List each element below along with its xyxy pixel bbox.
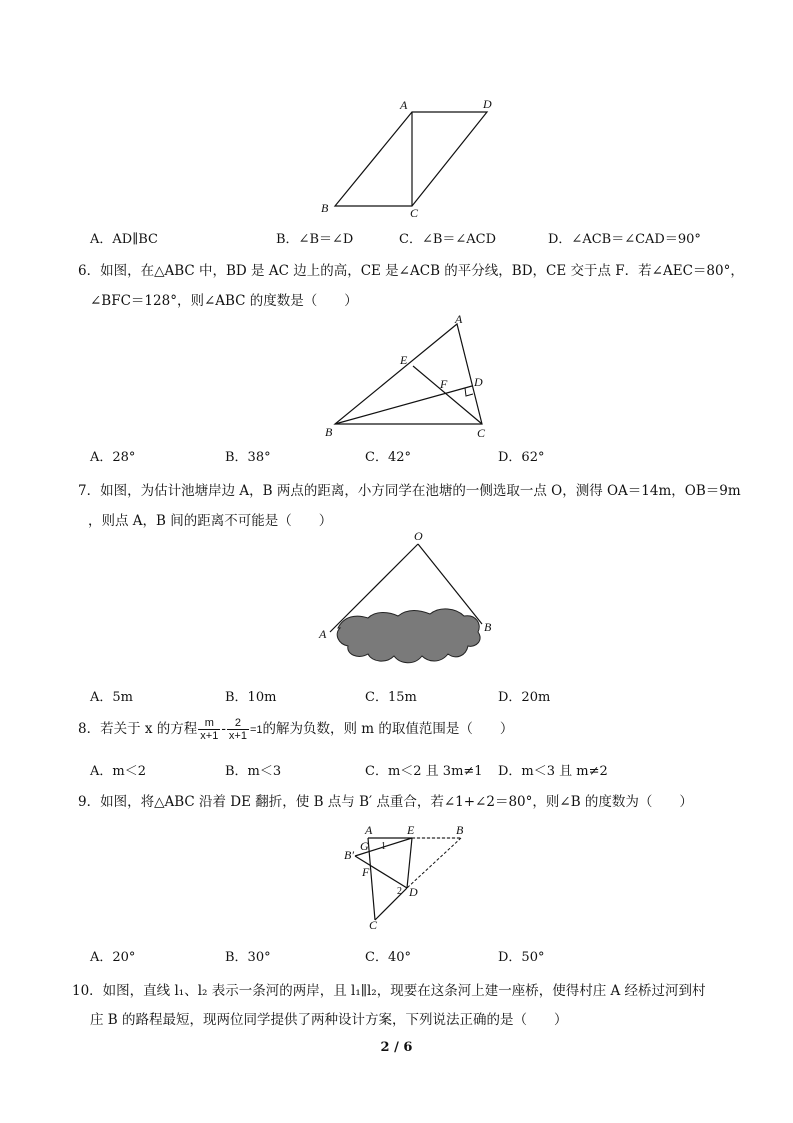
q6-stem-line1: 6．如图，在△ABC 中，BD 是 AC 边上的高，CE 是∠ACB 的平分线，BD，CE 交于点 F．若∠AEC＝80°， <box>78 263 744 279</box>
q10-stem-line2: 庄 B 的路程最短，现两位同学提供了两种设计方案，下列说法正确的是（ ） <box>90 1012 568 1028</box>
q7-figure <box>310 528 510 678</box>
q6-option-a: A．28° <box>90 450 136 465</box>
q9-line-dc <box>375 888 407 920</box>
q5-label-d: D <box>483 97 492 111</box>
q9-option-a: A．20° <box>90 950 136 965</box>
q6-label-d: D <box>474 375 483 389</box>
q7-option-d: D．20m <box>498 690 551 705</box>
q6-label-f: F <box>440 377 448 391</box>
q7-label-a: A <box>319 627 327 641</box>
q8-fraction-1 <box>198 717 220 742</box>
q6-line-bd <box>335 386 472 424</box>
q6-triangle <box>335 324 482 424</box>
q6-label-b: B <box>325 425 333 439</box>
q8-stem <box>78 714 513 745</box>
q6-label-a: A <box>455 312 463 326</box>
q9-line-bd-dashed <box>407 838 461 888</box>
q5-option-b: B．∠B＝∠D <box>276 232 354 247</box>
q6-figure <box>320 310 500 440</box>
q6-label-c: C <box>477 426 486 440</box>
q6-right-angle-mark <box>465 388 473 396</box>
q7-option-c: C．15m <box>365 690 417 705</box>
q7-stem-line1: 7．如图，为估计池塘岸边 A，B 两点的距离，小方同学在池塘的一侧选取一点 O，测得 OA＝14m，OB＝9m <box>78 483 741 499</box>
q8-minus: - <box>221 721 226 737</box>
q8-option-c: C．m＜2 且 3m≠1 <box>365 764 483 779</box>
q7-label-o: O <box>414 529 423 543</box>
q8-option-d: D．m＜3 且 m≠2 <box>498 764 608 779</box>
q9-stem: 9．如图，将△ABC 沿着 DE 翻折，使 B 点与 B′ 点重合，若∠1+∠2＝80°，则∠B 的度数为（ ） <box>78 794 693 810</box>
q5-label-b: B <box>321 201 329 215</box>
q8-prefix: 8．若关于 x 的方程 <box>78 721 198 737</box>
q6-option-d: D．62° <box>498 450 545 465</box>
q8-option-b: B．m＜3 <box>225 764 282 779</box>
q6-option-b: B．38° <box>225 450 271 465</box>
q7-label-b: B <box>484 620 492 634</box>
q5-option-c: C．∠B＝∠ACD <box>399 232 497 247</box>
q8-suffix: 的解为负数，则 m 的取值范围是（ ） <box>262 721 514 737</box>
q8-frac1-numerator: m <box>198 717 220 730</box>
q9-option-c: C．40° <box>365 950 411 965</box>
q7-stem-line2: ，则点 A，B 间的距离不可能是（ ） <box>88 513 333 529</box>
q8-fraction-2 <box>227 717 249 742</box>
q8-equals: =1 <box>249 724 263 736</box>
q7-option-b: B．10m <box>225 690 277 705</box>
q9-figure <box>335 818 485 930</box>
q9-label-f: F <box>362 865 370 879</box>
q6-line-ce <box>413 366 482 424</box>
q7-option-a: A．5m <box>90 690 133 705</box>
q10-stem-line1: 10．如图，直线 l₁、l₂ 表示一条河的两岸，且 l₁∥l₂，现要在这条河上建一座桥，使得村庄 A 经桥过河到村 <box>72 983 706 999</box>
q9-label-g: G <box>360 839 369 853</box>
page-number: 2 / 6 <box>380 1040 413 1055</box>
q9-label-angle-2: 2 <box>397 886 402 897</box>
q6-label-e: E <box>400 353 408 367</box>
q8-frac1-denominator: x+1 <box>200 730 219 742</box>
q9-option-b: B．30° <box>225 950 271 965</box>
q9-label-b-prime: B′ <box>344 848 354 862</box>
q9-line-ed <box>407 838 412 888</box>
q5-parallelogram <box>335 112 487 206</box>
q9-label-angle-1: 1 <box>381 841 386 852</box>
q8-frac2-denominator: x+1 <box>228 730 247 742</box>
q9-label-a: A <box>365 823 373 837</box>
q6-option-c: C．42° <box>365 450 411 465</box>
q9-label-e: E <box>407 823 415 837</box>
q5-option-a: A．AD∥BC <box>90 232 158 247</box>
q9-label-c: C <box>369 918 378 930</box>
q9-label-b: B <box>456 823 464 837</box>
q9-option-d: D．50° <box>498 950 545 965</box>
q5-label-a: A <box>400 98 408 112</box>
q7-pond <box>337 609 480 663</box>
q8-option-a: A．m＜2 <box>90 764 146 779</box>
q6-stem-line2: ∠BFC＝128°，则∠ABC 的度数是（ ） <box>90 293 358 309</box>
q9-label-d: D <box>409 885 418 899</box>
q5-figure <box>300 90 540 220</box>
q8-frac2-numerator: 2 <box>227 717 249 730</box>
q5-option-d: D．∠ACB＝∠CAD＝90° <box>548 232 701 247</box>
q5-label-c: C <box>410 206 419 220</box>
